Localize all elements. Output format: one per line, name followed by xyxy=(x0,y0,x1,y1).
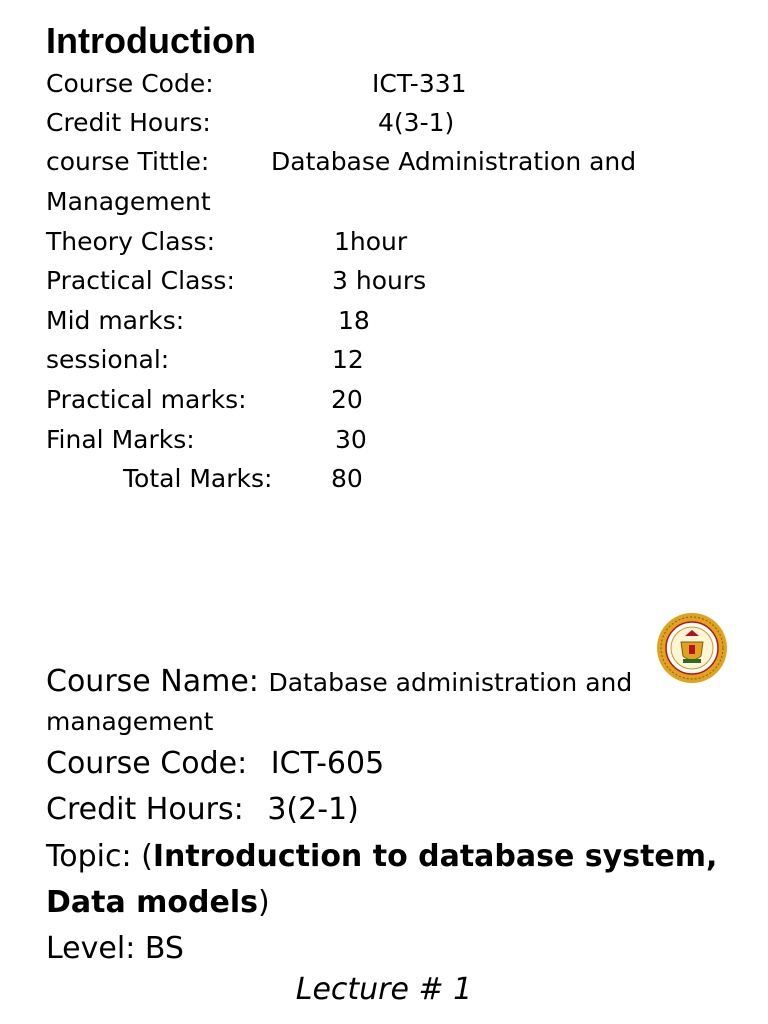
course-code-line xyxy=(46,745,384,783)
detail-value: 4(3-1) xyxy=(378,108,455,137)
course-name-line xyxy=(46,663,632,702)
topic-close: ) xyxy=(258,885,270,920)
course-name-value: Database administration and xyxy=(268,668,633,697)
credit-hours-line xyxy=(46,791,359,829)
detail-label: sessional: xyxy=(46,345,170,374)
detail-row xyxy=(0,384,768,416)
detail-row xyxy=(0,107,768,139)
detail-value: 3 hours xyxy=(332,266,427,295)
topic-value: Introduction to database system, xyxy=(152,839,718,874)
detail-value: 20 xyxy=(331,385,363,414)
detail-label: Theory Class: xyxy=(46,227,216,256)
detail-label: Final Marks: xyxy=(46,425,195,454)
detail-label: Total Marks: xyxy=(123,464,273,493)
lecture-number: Lecture # 1 xyxy=(295,972,473,1007)
course-code-value: ICT-605 xyxy=(270,746,385,781)
level-line: Level: BS xyxy=(46,931,184,966)
detail-value: Database Administration and xyxy=(271,147,637,176)
detail-row xyxy=(0,226,768,258)
detail-row-total xyxy=(0,463,768,495)
detail-value: 12 xyxy=(332,345,364,374)
page-title: Introduction xyxy=(46,20,256,61)
detail-label: course Tittle: xyxy=(46,147,210,176)
topic-label: Topic: ( xyxy=(46,839,153,874)
detail-row xyxy=(0,68,768,100)
detail-value: 1hour xyxy=(334,227,408,256)
detail-value: 80 xyxy=(331,464,363,493)
detail-label: Credit Hours: xyxy=(46,108,211,137)
topic-line xyxy=(46,838,717,876)
detail-label: Mid marks: xyxy=(46,306,185,335)
course-name-value-cont: management xyxy=(46,707,214,736)
credit-hours-value: 3(2-1) xyxy=(267,792,359,827)
detail-value: ICT-331 xyxy=(372,69,467,98)
detail-row xyxy=(0,424,768,456)
course-name-label: Course Name: xyxy=(46,664,259,699)
detail-label: Course Code: xyxy=(46,69,214,98)
detail-label: Management xyxy=(46,187,211,216)
detail-row xyxy=(0,146,768,178)
university-seal-icon xyxy=(655,612,729,684)
detail-value: 30 xyxy=(335,425,367,454)
course-code-label: Course Code: xyxy=(46,746,248,781)
topic-value-cont: Data models xyxy=(46,885,259,920)
topic-line-cont xyxy=(46,884,270,922)
detail-row xyxy=(0,344,768,376)
credit-hours-label: Credit Hours: xyxy=(46,792,244,827)
detail-label: Practical marks: xyxy=(46,385,247,414)
detail-row xyxy=(0,186,768,218)
detail-value: 18 xyxy=(338,306,370,335)
detail-label: Practical Class: xyxy=(46,266,235,295)
detail-row xyxy=(0,305,768,337)
detail-row xyxy=(0,265,768,297)
